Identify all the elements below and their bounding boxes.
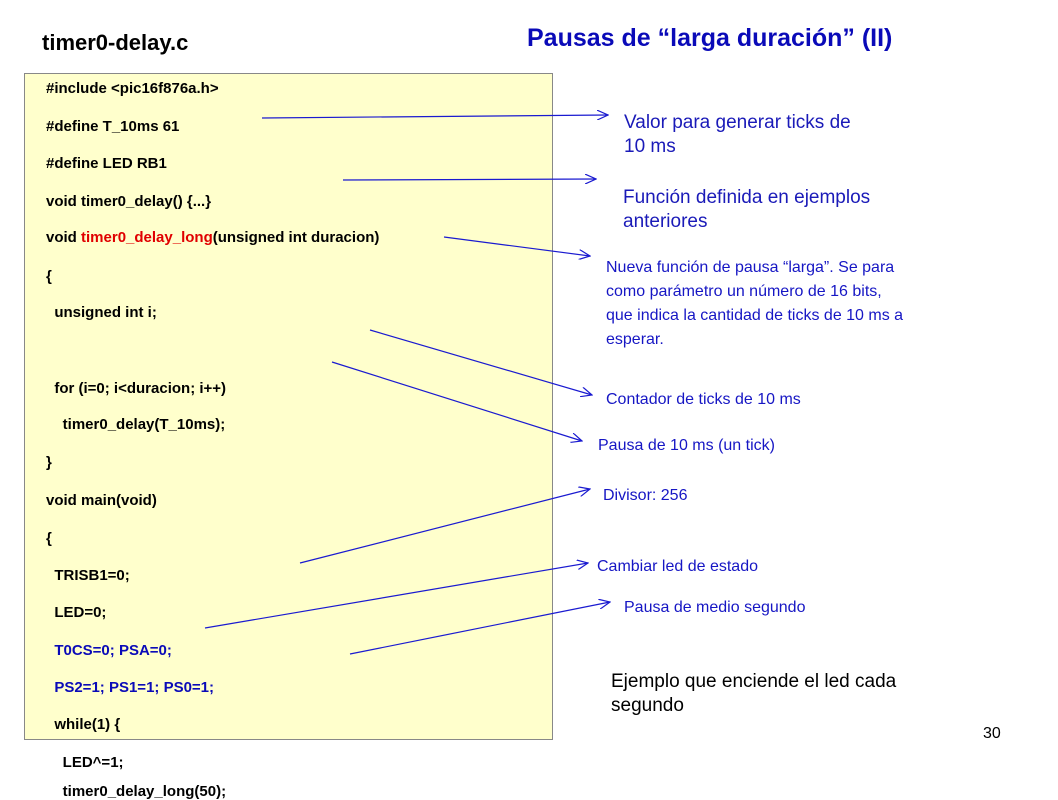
code-line: LED=0; (46, 604, 107, 621)
code-line: TRISB1=0; (46, 567, 130, 584)
code-line: timer0_delay_long(50); (46, 783, 227, 800)
code-line: { (46, 268, 52, 285)
code-line: LED^=1; (46, 754, 124, 771)
code-line: for (i=0; i<duracion; i++) (46, 380, 227, 397)
file-name: timer0-delay.c (42, 30, 189, 55)
code-line: #define T_10ms 61 (46, 118, 180, 135)
function-name-highlight: timer0_delay_long (81, 229, 213, 246)
code-line: unsigned int i; (46, 304, 157, 321)
function-params: (unsigned int duracion) (212, 229, 380, 246)
annotation-divisor: Divisor: 256 (603, 487, 688, 504)
annotation-long-pause: Nueva función de pausa “larga”. Se para como parámetro un número de 16 bits, que indica la cantidad de ticks de 10 ms a esperar. (606, 259, 904, 348)
page-number: 30 (983, 725, 1001, 742)
annotation-toggle-led: Cambiar led de estado (597, 558, 758, 575)
arrow-line (262, 115, 608, 118)
code-line: while(1) { (46, 716, 121, 733)
annotation-tick-counter: Contador de ticks de 10 ms (606, 391, 801, 408)
arrow-line (332, 362, 582, 441)
arrow-line (370, 330, 592, 395)
code-line: #include <pic16f876a.h> (46, 80, 219, 97)
annotation-ticks-value: Valor para generar ticks de 10 ms (624, 112, 851, 157)
arrow-line (350, 602, 610, 654)
code-line: { (46, 530, 52, 547)
arrow-line (300, 489, 590, 563)
arrow-line (444, 237, 590, 256)
code-line: void timer0_delay() {...} (46, 193, 212, 210)
code-line: timer0_delay(T_10ms); (46, 416, 226, 433)
code-line: T0CS=0; PSA=0; (46, 642, 172, 659)
code-line: #define LED RB1 (46, 155, 167, 172)
arrow-line (343, 179, 596, 180)
code-line: PS2=1; PS1=1; PS0=1; (46, 679, 215, 696)
annotation-tick-pause: Pausa de 10 ms (un tick) (598, 437, 775, 454)
annotation-half-second: Pausa de medio segundo (624, 599, 806, 616)
code-line: } (46, 454, 52, 471)
slide-title: Pausas de “larga duración” (II) (527, 24, 893, 52)
code-keyword-void: void (46, 229, 82, 246)
annotation-defined-function: Función definida en ejemplos anteriores (623, 187, 871, 232)
example-summary: Ejemplo que enciende el led cada segundo (611, 671, 897, 716)
code-line: void main(void) (46, 492, 157, 509)
